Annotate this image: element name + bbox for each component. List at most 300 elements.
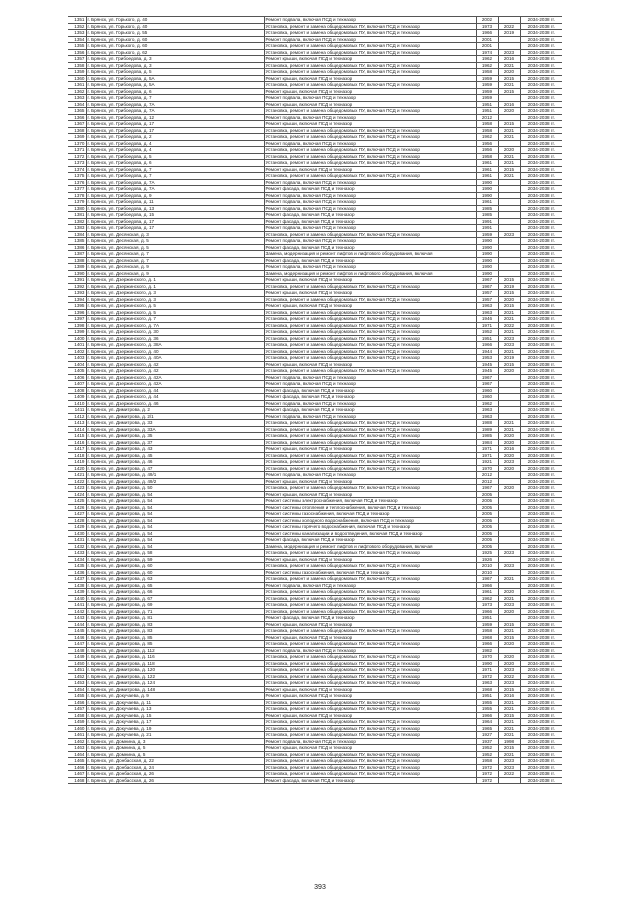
planned-period-cell: 2034-2038 гг. xyxy=(520,745,562,752)
work-type-cell: Установка, ремонт и замена общедомовых ПУ, включая ПСД и техназор xyxy=(264,654,476,661)
planned-period-cell: 2034-2038 гг. xyxy=(520,335,562,342)
row-number: 1395 xyxy=(68,303,86,310)
planned-period-cell: 2034-2038 гг. xyxy=(520,426,562,433)
build-year-cell: 1965 xyxy=(476,725,498,732)
table-row xyxy=(68,576,562,583)
build-year-cell: 1952 xyxy=(476,329,498,336)
row-number: 1457 xyxy=(68,706,86,713)
build-year-cell: 1971 xyxy=(476,322,498,329)
table-row xyxy=(68,17,562,24)
work-type-cell: Ремонт подвала, включая ПСД и техназор xyxy=(264,17,476,24)
row-number: 1384 xyxy=(68,231,86,238)
planned-period-cell: 2034-2038 гг. xyxy=(520,101,562,108)
row-number: 1391 xyxy=(68,277,86,284)
build-year-cell: 1968 xyxy=(476,634,498,641)
table-row xyxy=(68,751,562,758)
table-row xyxy=(68,121,562,128)
work-type-cell: Установка, ремонт и замена общедомовых ПУ, включая ПСД и техназор xyxy=(264,699,476,706)
build-year-cell: 1990 xyxy=(476,192,498,199)
address-cell: г. Брянск, ул. Дзержинского, д. 5 xyxy=(86,303,264,310)
table-row xyxy=(68,569,562,576)
row-number: 1423 xyxy=(68,485,86,492)
planned-period-cell: 2034-2038 гг. xyxy=(520,660,562,667)
register-sheet xyxy=(68,16,562,784)
table-row xyxy=(68,459,562,466)
address-cell: г. Брянск, ул. Димитрова, д. 59 xyxy=(86,556,264,563)
last-repair-year-cell: 2021 xyxy=(498,153,520,160)
work-type-cell: Установка, ремонт и замена общедомовых ПУ, включая ПСД и техназор xyxy=(264,108,476,115)
build-year-cell: 1955 xyxy=(476,699,498,706)
work-type-cell: Установка, ремонт и замена общедомовых ПУ, включая ПСД и техназор xyxy=(264,342,476,349)
work-type-cell: Установка, ремонт и замена общедомовых ПУ, включая ПСД и техназор xyxy=(264,335,476,342)
planned-period-cell: 2034-2038 гг. xyxy=(520,478,562,485)
work-type-cell: Установка, ремонт и замена общедомовых ПУ, включая ПСД и техназор xyxy=(264,660,476,667)
build-year-cell: 2002 xyxy=(476,17,498,24)
build-year-cell: 1959 xyxy=(476,231,498,238)
address-cell: г. Брянск, ул. Димитрова, д. 35 xyxy=(86,433,264,440)
work-type-cell: Ремонт системы канализации и водоотведения, включая ПСД и техназор xyxy=(264,530,476,537)
build-year-cell: 1971 xyxy=(476,446,498,453)
work-type-cell: Установка, ремонт и замена общедомовых ПУ, включая ПСД и техназор xyxy=(264,420,476,427)
address-cell: г. Брянск, ул. Грибоедова, д. 4 xyxy=(86,140,264,147)
planned-period-cell: 2034-2038 гг. xyxy=(520,751,562,758)
row-number: 1450 xyxy=(68,660,86,667)
build-year-cell: 1945 xyxy=(476,361,498,368)
build-year-cell: 1958 xyxy=(476,153,498,160)
work-type-cell: Ремонт крыши, включая ПСД и техназор xyxy=(264,491,476,498)
address-cell: г. Брянск, ул. Донбасская, д. 26 xyxy=(86,777,264,784)
table-row xyxy=(68,433,562,440)
last-repair-year-cell: 2021 xyxy=(498,732,520,739)
last-repair-year-cell: 2023 xyxy=(498,231,520,238)
table-row xyxy=(68,556,562,563)
planned-period-cell: 2034-2038 гг. xyxy=(520,374,562,381)
row-number: 1353 xyxy=(68,30,86,37)
table-row xyxy=(68,173,562,180)
work-type-cell: Ремонт подвала, включая ПСД и техназор xyxy=(264,413,476,420)
table-row xyxy=(68,257,562,264)
planned-period-cell: 2034-2038 гг. xyxy=(520,706,562,713)
row-number: 1429 xyxy=(68,524,86,531)
row-number: 1360 xyxy=(68,75,86,82)
address-cell: г. Брянск, ул. Димитрова, д. 148 xyxy=(86,686,264,693)
table-row xyxy=(68,329,562,336)
table-row xyxy=(68,478,562,485)
last-repair-year-cell: 2021 xyxy=(498,628,520,635)
table-row xyxy=(68,153,562,160)
address-cell: г. Брянск, ул. Десянская, д. 3 xyxy=(86,231,264,238)
planned-period-cell: 2034-2038 гг. xyxy=(520,329,562,336)
work-type-cell: Установка, ремонт и замена общедомовых ПУ, включая ПСД и техназор xyxy=(264,82,476,89)
last-repair-year-cell: 2021 xyxy=(498,719,520,726)
address-cell: г. Брянск, ул. Домнина, д. 5 xyxy=(86,745,264,752)
work-type-cell: Установка, ремонт и замена общедомовых ПУ, включая ПСД и техназор xyxy=(264,296,476,303)
build-year-cell: 1968 xyxy=(476,686,498,693)
build-year-cell: 1967 xyxy=(476,283,498,290)
planned-period-cell: 2034-2038 гг. xyxy=(520,134,562,141)
address-cell: г. Брянск, ул. Горького, д. 40 xyxy=(86,23,264,30)
work-type-cell: Ремонт крыши, включая ПСД и техназор xyxy=(264,88,476,95)
table-row xyxy=(68,199,562,206)
table-row xyxy=(68,277,562,284)
build-year-cell: 1990 xyxy=(476,264,498,271)
planned-period-cell: 2034-2038 гг. xyxy=(520,95,562,102)
last-repair-year-cell: 2016 xyxy=(498,693,520,700)
row-number: 1413 xyxy=(68,420,86,427)
table-body xyxy=(68,17,562,784)
row-number: 1421 xyxy=(68,472,86,479)
last-repair-year-cell: 2021 xyxy=(498,127,520,134)
address-cell: г. Брянск, ул. Грибоедова, д. 7А xyxy=(86,101,264,108)
table-row xyxy=(68,160,562,167)
last-repair-year-cell: 2020 xyxy=(498,452,520,459)
last-repair-year-cell: 2019 xyxy=(498,355,520,362)
address-cell: г. Брянск, ул. Горького, д. 60 xyxy=(86,43,264,50)
work-type-cell: Установка, ремонт и замена общедомовых ПУ, включая ПСД и техназор xyxy=(264,673,476,680)
planned-period-cell: 2034-2038 гг. xyxy=(520,62,562,69)
address-cell: г. Брянск, ул. Димитрова, д. 116 xyxy=(86,654,264,661)
build-year-cell: 1967 xyxy=(476,576,498,583)
build-year-cell: 1990 xyxy=(476,257,498,264)
build-year-cell: 1967 xyxy=(476,374,498,381)
last-repair-year-cell: 2021 xyxy=(498,426,520,433)
last-repair-year-cell: 2020 xyxy=(498,368,520,375)
work-type-cell: Ремонт системы горячего водоснабжения, включая ПСД и техназор xyxy=(264,524,476,531)
last-repair-year-cell: 2020 xyxy=(498,654,520,661)
work-type-cell: Ремонт крыши, включая ПСД и техназор xyxy=(264,56,476,63)
row-number: 1403 xyxy=(68,355,86,362)
table-row xyxy=(68,745,562,752)
planned-period-cell: 2034-2038 гг. xyxy=(520,121,562,128)
work-type-cell: Ремонт подвала, включая ПСД и техназор xyxy=(264,95,476,102)
row-number: 1439 xyxy=(68,589,86,596)
work-type-cell: Установка, ремонт и замена общедомовых ПУ, включая ПСД и техназор xyxy=(264,725,476,732)
table-row xyxy=(68,166,562,173)
row-number: 1407 xyxy=(68,381,86,388)
address-cell: г. Брянск, ул. Горького, д. 55 xyxy=(86,30,264,37)
table-row xyxy=(68,498,562,505)
row-number: 1412 xyxy=(68,413,86,420)
last-repair-year-cell: 2015 xyxy=(498,303,520,310)
address-cell: г. Брянск, ул. Димитрова, д. 66 xyxy=(86,589,264,596)
planned-period-cell: 2034-2038 гг. xyxy=(520,452,562,459)
address-cell: г. Брянск, ул. Дзержинского, д. 40А xyxy=(86,355,264,362)
table-row xyxy=(68,355,562,362)
last-repair-year-cell: 2020 xyxy=(498,439,520,446)
work-type-cell: Установка, ремонт и замена общедомовых ПУ, включая ПСД и техназор xyxy=(264,589,476,596)
planned-period-cell: 2034-2038 гг. xyxy=(520,225,562,232)
work-type-cell: Замена, модернизация и ремонт лифтов и лифтового оборудования, включая xyxy=(264,270,476,277)
planned-period-cell: 2034-2038 гг. xyxy=(520,446,562,453)
address-cell: г. Брянск, ул. Докучаева, д. 11 xyxy=(86,699,264,706)
build-year-cell: 2005 xyxy=(476,517,498,524)
planned-period-cell: 2034-2038 гг. xyxy=(520,459,562,466)
build-year-cell: 1959 xyxy=(476,95,498,102)
work-type-cell: Установка, ремонт и замена общедомовых ПУ, включая ПСД и техназор xyxy=(264,602,476,609)
build-year-cell: 1955 xyxy=(476,706,498,713)
row-number: 1400 xyxy=(68,335,86,342)
last-repair-year-cell: 2015 xyxy=(498,621,520,628)
work-type-cell: Ремонт фасада, включая ПСД и техназор xyxy=(264,394,476,401)
row-number: 1393 xyxy=(68,290,86,297)
address-cell: г. Брянск, ул. Грибоедова, д. 9 xyxy=(86,192,264,199)
row-number: 1361 xyxy=(68,82,86,89)
address-cell: г. Брянск, ул. Грибоедова, д. 17 xyxy=(86,121,264,128)
address-cell: г. Брянск, ул. Донбасская, д. 24 xyxy=(86,764,264,771)
address-cell: г. Брянск, ул. Грибоедова, д. 6 xyxy=(86,160,264,167)
work-type-cell: Установка, ремонт и замена общедомовых ПУ, включая ПСД и техназор xyxy=(264,309,476,316)
last-repair-year-cell: 2021 xyxy=(498,329,520,336)
build-year-cell: 1966 xyxy=(476,342,498,349)
address-cell: г. Брянск, ул. Димитрова, д. 112 xyxy=(86,647,264,654)
planned-period-cell: 2034-2038 гг. xyxy=(520,23,562,30)
row-number: 1409 xyxy=(68,394,86,401)
planned-period-cell: 2034-2038 гг. xyxy=(520,212,562,219)
row-number: 1447 xyxy=(68,641,86,648)
last-repair-year-cell: 2020 xyxy=(498,660,520,667)
table-row xyxy=(68,472,562,479)
table-row xyxy=(68,381,562,388)
row-number: 1371 xyxy=(68,147,86,154)
planned-period-cell: 2034-2038 гг. xyxy=(520,257,562,264)
build-year-cell: 1960 xyxy=(476,394,498,401)
address-cell: г. Брянск, ул. Грибоедова, д. 2 xyxy=(86,134,264,141)
build-year-cell: 1991 xyxy=(476,218,498,225)
work-type-cell: Установка, ремонт и замена общедомовых ПУ, включая ПСД и техназор xyxy=(264,764,476,771)
row-number: 1357 xyxy=(68,56,86,63)
work-type-cell: Ремонт фасада, включая ПСД и техназор xyxy=(264,777,476,784)
build-year-cell: 1921 xyxy=(476,459,498,466)
row-number: 1388 xyxy=(68,257,86,264)
work-type-cell: Установка, ремонт и замена общедомовых ПУ, включая ПСД и техназор xyxy=(264,433,476,440)
table-row xyxy=(68,231,562,238)
row-number: 1386 xyxy=(68,244,86,251)
work-type-cell: Ремонт подвала, включая ПСД и техназор xyxy=(264,179,476,186)
address-cell: г. Брянск, ул. Грибоедова, д. 3 xyxy=(86,62,264,69)
row-number: 1351 xyxy=(68,17,86,24)
row-number: 1468 xyxy=(68,777,86,784)
last-repair-year-cell: 2022 xyxy=(498,673,520,680)
build-year-cell: 1963 xyxy=(476,680,498,687)
build-year-cell: 1990 xyxy=(476,270,498,277)
planned-period-cell: 2034-2038 гг. xyxy=(520,563,562,570)
table-row xyxy=(68,491,562,498)
build-year-cell: 1971 xyxy=(476,452,498,459)
work-type-cell: Установка, ремонт и замена общедомовых ПУ, включая ПСД и техназор xyxy=(264,641,476,648)
build-year-cell: 1972 xyxy=(476,777,498,784)
row-number: 1364 xyxy=(68,101,86,108)
address-cell: г. Брянск, ул. Дзержинского, д. 7А xyxy=(86,322,264,329)
work-type-cell: Установка, ремонт и замена общедомовых ПУ, включая ПСД и техназор xyxy=(264,771,476,778)
row-number: 1465 xyxy=(68,758,86,765)
address-cell: г. Брянск, ул. Грибоедова, д. 7 xyxy=(86,95,264,102)
work-type-cell: Ремонт крыши, включая ПСД и техназор xyxy=(264,121,476,128)
planned-period-cell: 2034-2038 гг. xyxy=(520,251,562,258)
address-cell: г. Брянск, ул. Дзержинского, д. 30 xyxy=(86,329,264,336)
row-number: 1435 xyxy=(68,563,86,570)
last-repair-year-cell: 2023 xyxy=(498,758,520,765)
work-type-cell: Ремонт фасада, включая ПСД и техназор xyxy=(264,387,476,394)
table-row xyxy=(68,634,562,641)
last-repair-year-cell: 2020 xyxy=(498,433,520,440)
table-row xyxy=(68,413,562,420)
address-cell: г. Брянск, ул. Димитрова, д. 49/1 xyxy=(86,472,264,479)
address-cell: г. Брянск, ул. Домнина, д. 3 xyxy=(86,738,264,745)
build-year-cell: 1959 xyxy=(476,82,498,89)
last-repair-year-cell: 2022 xyxy=(498,771,520,778)
last-repair-year-cell: 2015 xyxy=(498,361,520,368)
address-cell: г. Брянск, ул. Дзержинского, д. 38А xyxy=(86,342,264,349)
table-row xyxy=(68,101,562,108)
row-number: 1381 xyxy=(68,212,86,219)
last-repair-year-cell: 2015 xyxy=(498,166,520,173)
last-repair-year-cell: 2021 xyxy=(498,751,520,758)
address-cell: г. Брянск, ул. Димитрова, д. 54 xyxy=(86,491,264,498)
table-row xyxy=(68,407,562,414)
last-repair-year-cell: 2021 xyxy=(498,699,520,706)
planned-period-cell: 2034-2038 гг. xyxy=(520,140,562,147)
address-cell: г. Брянск, ул. Димитрова, д. 54 xyxy=(86,543,264,550)
last-repair-year-cell: 2022 xyxy=(498,322,520,329)
table-row xyxy=(68,114,562,121)
planned-period-cell: 2034-2038 гг. xyxy=(520,166,562,173)
last-repair-year-cell: 2015 xyxy=(498,277,520,284)
last-repair-year-cell: 2020 xyxy=(498,147,520,154)
planned-period-cell: 2034-2038 гг. xyxy=(520,764,562,771)
work-type-cell: Ремонт крыши, включая ПСД и техназор xyxy=(264,361,476,368)
row-number: 1460 xyxy=(68,725,86,732)
build-year-cell: 2012 xyxy=(476,472,498,479)
table-row xyxy=(68,589,562,596)
planned-period-cell: 2034-2038 гг. xyxy=(520,543,562,550)
build-year-cell: 1962 xyxy=(476,134,498,141)
capital-repair-table xyxy=(68,16,562,784)
planned-period-cell: 2034-2038 гг. xyxy=(520,127,562,134)
row-number: 1414 xyxy=(68,426,86,433)
work-type-cell: Установка, ремонт и замена общедомовых ПУ, включая ПСД и техназор xyxy=(264,439,476,446)
table-row xyxy=(68,686,562,693)
last-repair-year-cell: 2016 xyxy=(498,56,520,63)
address-cell: г. Брянск, ул. Грибоедова, д. 7 xyxy=(86,166,264,173)
build-year-cell: 1957 xyxy=(476,296,498,303)
row-number: 1453 xyxy=(68,680,86,687)
planned-period-cell: 2034-2038 гг. xyxy=(520,368,562,375)
last-repair-year-cell: 2021 xyxy=(498,134,520,141)
address-cell: г. Брянск, ул. Докучаева, д. 21 xyxy=(86,732,264,739)
address-cell: г. Брянск, ул. Грибоедова, д. 5А xyxy=(86,82,264,89)
row-number: 1443 xyxy=(68,615,86,622)
work-type-cell: Ремонт фасада, включая ПСД и техназор xyxy=(264,186,476,193)
row-number: 1411 xyxy=(68,407,86,414)
address-cell: г. Брянск, ул. Димитрова, д. 54 xyxy=(86,498,264,505)
work-type-cell: Установка, ремонт и замена общедомовых ПУ, включая ПСД и техназор xyxy=(264,758,476,765)
build-year-cell: 1971 xyxy=(476,667,498,674)
planned-period-cell: 2034-2038 гг. xyxy=(520,160,562,167)
planned-period-cell: 2034-2038 гг. xyxy=(520,777,562,784)
address-cell: г. Брянск, ул. Горького, д. 62 xyxy=(86,49,264,56)
table-row xyxy=(68,738,562,745)
page-number: 393 xyxy=(314,884,326,891)
build-year-cell: 2010 xyxy=(476,563,498,570)
build-year-cell: 1925 xyxy=(476,550,498,557)
build-year-cell: 1990 xyxy=(476,238,498,245)
build-year-cell: 2012 xyxy=(476,478,498,485)
work-type-cell: Ремонт подвала, включая ПСД и техназор xyxy=(264,140,476,147)
build-year-cell: 1958 xyxy=(476,127,498,134)
table-row xyxy=(68,504,562,511)
build-year-cell: 1990 xyxy=(476,251,498,258)
row-number: 1359 xyxy=(68,69,86,76)
address-cell: г. Брянск, ул. Димитрова, д. 54 xyxy=(86,524,264,531)
planned-period-cell: 2034-2038 гг. xyxy=(520,30,562,37)
planned-period-cell: 2034-2038 гг. xyxy=(520,556,562,563)
row-number: 1441 xyxy=(68,602,86,609)
work-type-cell: Ремонт крыши, включая ПСД и техназор xyxy=(264,745,476,752)
table-row xyxy=(68,628,562,635)
work-type-cell: Ремонт крыши, включая ПСД и техназор xyxy=(264,277,476,284)
row-number: 1387 xyxy=(68,251,86,258)
build-year-cell: 1926 xyxy=(476,556,498,563)
table-row xyxy=(68,777,562,784)
work-type-cell: Установка, ремонт и замена общедомовых ПУ, включая ПСД и техназор xyxy=(264,452,476,459)
address-cell: г. Брянск, ул. Докучаева, д. 17 xyxy=(86,719,264,726)
build-year-cell: 1972 xyxy=(476,673,498,680)
address-cell: г. Брянск, ул. Димитрова, д. 54 xyxy=(86,517,264,524)
table-row xyxy=(68,62,562,69)
build-year-cell: 1964 xyxy=(476,719,498,726)
work-type-cell: Установка, ремонт и замена общедомовых ПУ, включая ПСД и техназор xyxy=(264,485,476,492)
planned-period-cell: 2034-2038 гг. xyxy=(520,693,562,700)
last-repair-year-cell: 2015 xyxy=(498,88,520,95)
row-number: 1396 xyxy=(68,309,86,316)
planned-period-cell: 2034-2038 гг. xyxy=(520,732,562,739)
table-row xyxy=(68,524,562,531)
build-year-cell: 1961 xyxy=(476,173,498,180)
work-type-cell: Ремонт фасада, включая ПСД и техназор xyxy=(264,212,476,219)
address-cell: г. Брянск, ул. Димитрова, д. 54 xyxy=(86,511,264,518)
row-number: 1389 xyxy=(68,264,86,271)
build-year-cell: 1991 xyxy=(476,225,498,232)
planned-period-cell: 2034-2038 гг. xyxy=(520,400,562,407)
table-row xyxy=(68,36,562,43)
table-row xyxy=(68,238,562,245)
planned-period-cell: 2034-2038 гг. xyxy=(520,205,562,212)
row-number: 1405 xyxy=(68,368,86,375)
work-type-cell: Ремонт крыши, включая ПСД и техназор xyxy=(264,166,476,173)
row-number: 1422 xyxy=(68,478,86,485)
build-year-cell: 1967 xyxy=(476,277,498,284)
planned-period-cell: 2034-2038 гг. xyxy=(520,277,562,284)
row-number: 1365 xyxy=(68,108,86,115)
table-row xyxy=(68,296,562,303)
address-cell: г. Брянск, ул. Димитрова, д. 58 xyxy=(86,550,264,557)
row-number: 1375 xyxy=(68,173,86,180)
planned-period-cell: 2034-2038 гг. xyxy=(520,114,562,121)
work-type-cell: Установка, ремонт и замена общедомовых ПУ, включая ПСД и техназор xyxy=(264,563,476,570)
planned-period-cell: 2034-2038 гг. xyxy=(520,654,562,661)
table-row xyxy=(68,758,562,765)
build-year-cell: 1970 xyxy=(476,465,498,472)
planned-period-cell: 2034-2038 гг. xyxy=(520,576,562,583)
planned-period-cell: 2034-2038 гг. xyxy=(520,771,562,778)
row-number: 1378 xyxy=(68,192,86,199)
address-cell: г. Брянск, ул. Димитрова, д. 83 xyxy=(86,621,264,628)
build-year-cell: 1945 xyxy=(476,368,498,375)
work-type-cell: Установка, ремонт и замена общедомовых ПУ, включая ПСД и техназор xyxy=(264,23,476,30)
row-number: 1456 xyxy=(68,699,86,706)
address-cell: г. Брянск, ул. Димитрова, д. 122 xyxy=(86,673,264,680)
work-type-cell: Ремонт крыши, включая ПСД и техназор xyxy=(264,303,476,310)
